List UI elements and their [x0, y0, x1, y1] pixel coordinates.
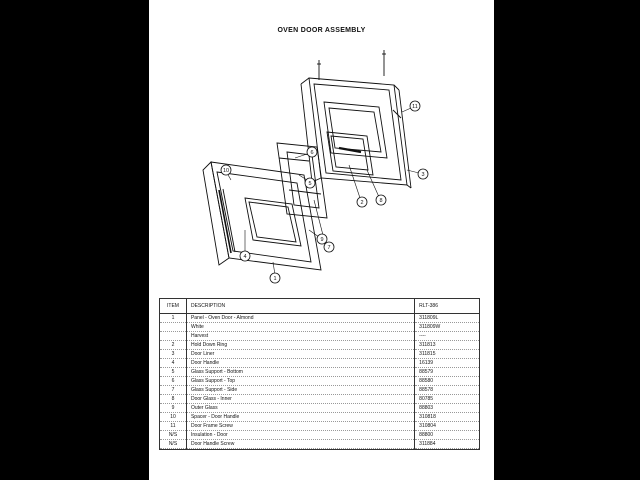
description-cell: Glass Support - Bottom [186, 368, 414, 377]
callout-9 [317, 234, 327, 244]
svg-text:2: 2 [360, 200, 364, 206]
description-cell: Panel - Oven Door - Almond [186, 314, 414, 323]
table-row [160, 395, 479, 404]
description-cell: Glass Support - Top [186, 377, 414, 386]
part-number-cell: 310804 [415, 422, 479, 431]
table-row [160, 350, 479, 359]
description-cell: Glass Support - Side [186, 386, 414, 395]
table-row [160, 341, 479, 350]
part-number-cell: ---- [415, 332, 479, 341]
page-title: OVEN DOOR ASSEMBLY [277, 27, 366, 34]
svg-text:11: 11 [412, 104, 418, 110]
callout-2 [357, 197, 367, 207]
svg-text:4: 4 [243, 254, 247, 260]
part-number-cell: 88579 [415, 368, 479, 377]
door-liner-drawing [301, 78, 411, 188]
description-cell: Door Liner [186, 350, 414, 359]
table-row [160, 332, 479, 341]
part-number-cell: 88803 [415, 404, 479, 413]
description-cell: Door Handle [186, 359, 414, 368]
part-number-cell: 88580 [415, 377, 479, 386]
description-cell: Door Handle Screw [186, 440, 414, 449]
table-row [160, 314, 479, 323]
item-cell: 2 [160, 341, 186, 350]
description-cell: Spacer - Door Handle [186, 413, 414, 422]
parts-sheet [149, 0, 494, 480]
description-cell: Insulation - Door [186, 431, 414, 440]
item-cell: N/S [160, 440, 186, 449]
item-cell: 5 [160, 368, 186, 377]
description-cell: Hold Down Ring [186, 341, 414, 350]
callout-11 [410, 101, 420, 111]
item-cell [160, 332, 186, 341]
table-row [160, 431, 479, 440]
svg-text:1: 1 [273, 276, 277, 282]
svg-text:8: 8 [379, 198, 383, 204]
column-header-item: ITEM [160, 299, 186, 314]
exploded-door-diagram [149, 40, 494, 290]
svg-text:5: 5 [308, 181, 312, 187]
item-cell: 6 [160, 377, 186, 386]
item-cell: 11 [160, 422, 186, 431]
svg-text:3: 3 [421, 172, 425, 178]
callout-6 [307, 147, 317, 157]
part-number-cell: 311884 [415, 440, 479, 449]
svg-text:6: 6 [310, 150, 314, 156]
callout-1 [270, 273, 280, 283]
column-header-part-number: RLT-386 [415, 299, 479, 314]
item-cell: 8 [160, 395, 186, 404]
part-number-cell: 88578 [415, 386, 479, 395]
item-cell: 1 [160, 314, 186, 323]
table-row [160, 404, 479, 413]
table-row [160, 323, 479, 332]
table-row [160, 377, 479, 386]
svg-text:7: 7 [327, 245, 331, 251]
part-number-cell: 80785 [415, 395, 479, 404]
callout-10 [221, 165, 231, 175]
description-cell: Harvest [186, 332, 414, 341]
callout-5 [305, 178, 315, 188]
callout-8 [376, 195, 386, 205]
svg-text:10: 10 [222, 168, 230, 174]
callouts [221, 101, 428, 283]
outer-door-panel-drawing [203, 162, 324, 270]
item-cell: 10 [160, 413, 186, 422]
item-cell: N/S [160, 431, 186, 440]
table-row [160, 440, 479, 449]
part-number-cell: 311813 [415, 341, 479, 350]
table-row [160, 422, 479, 431]
description-cell: Door Glass - Inner [186, 395, 414, 404]
part-number-cell: 310818 [415, 413, 479, 422]
item-cell: 7 [160, 386, 186, 395]
table-header-row [160, 299, 479, 314]
part-number-cell: 311809L [415, 314, 479, 323]
item-cell: 3 [160, 350, 186, 359]
item-cell: 9 [160, 404, 186, 413]
svg-text:9: 9 [320, 237, 324, 243]
item-cell [160, 323, 186, 332]
callout-3 [418, 169, 428, 179]
part-number-cell: 311815 [415, 350, 479, 359]
parts-list-table [160, 299, 479, 449]
callout-4 [240, 251, 250, 261]
table-row [160, 386, 479, 395]
part-number-cell: 16139 [415, 359, 479, 368]
description-cell: White [186, 323, 414, 332]
table-row [160, 359, 479, 368]
part-number-cell: 311809W [415, 323, 479, 332]
description-cell: Outer Glass [186, 404, 414, 413]
table-row [160, 413, 479, 422]
column-header-description: DESCRIPTION [186, 299, 414, 314]
part-number-cell: 88800 [415, 431, 479, 440]
table-row [160, 368, 479, 377]
callout-7 [324, 242, 334, 252]
description-cell: Door Frame Screw [186, 422, 414, 431]
item-cell: 4 [160, 359, 186, 368]
